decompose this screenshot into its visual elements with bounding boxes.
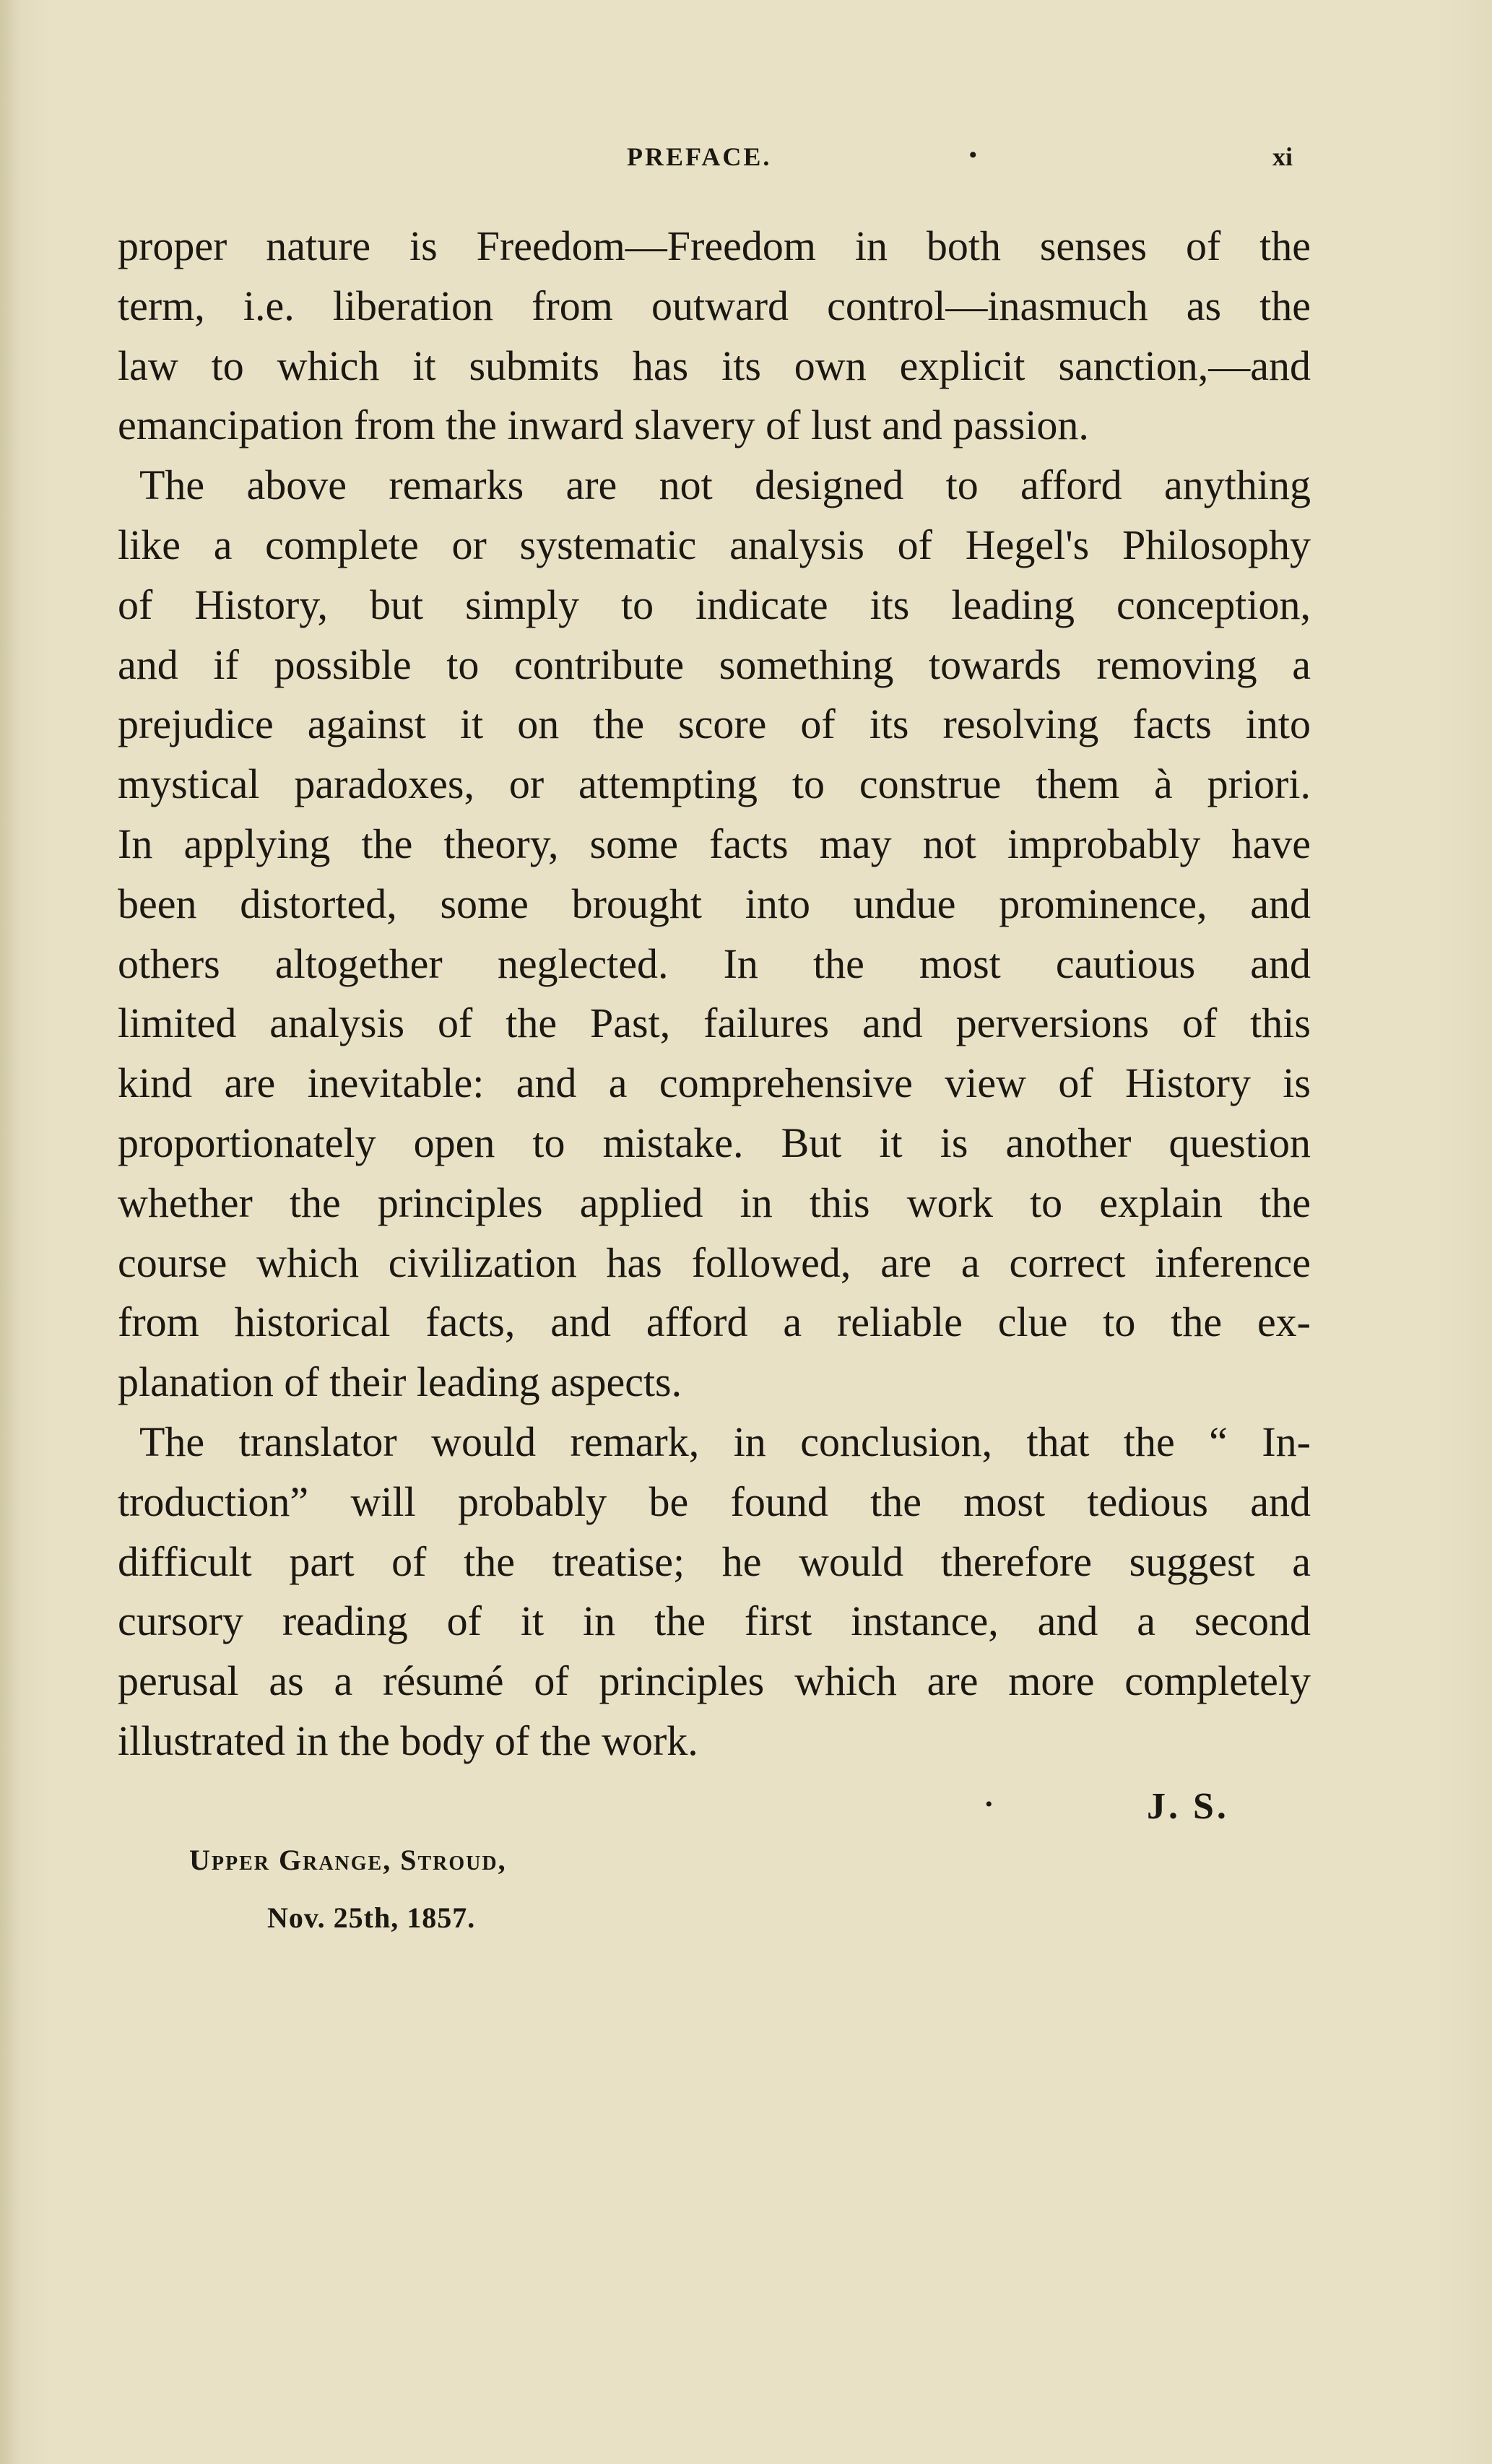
preface-body bbox=[118, 217, 1311, 1771]
text-line: cursory reading of it in the first instance, and a second bbox=[118, 1597, 1311, 1645]
text-line: of History, but simply to indicate its leading conception, bbox=[118, 581, 1311, 628]
text-line: perusal as a résumé of principles which are more completely bbox=[118, 1657, 1311, 1705]
text-line: kind are inevitable: and a comprehensive view of History is bbox=[118, 1059, 1311, 1107]
text-line: planation of their leading aspects. bbox=[118, 1358, 682, 1406]
page-number: xi bbox=[1272, 142, 1293, 171]
text-line: proper nature is Freedom—Freedom in both senses of the bbox=[118, 222, 1311, 269]
text-line: The translator would remark, in conclusion, that the “ In- bbox=[139, 1418, 1311, 1465]
text-line: emancipation from the inward slavery of lust and passion. bbox=[118, 402, 1089, 449]
text-line: In applying the theory, some facts may not improbably have bbox=[118, 820, 1311, 867]
running-head-title: PREFACE. bbox=[627, 142, 772, 171]
running-head bbox=[0, 142, 1492, 178]
text-line: like a complete or systematic analysis of Hegel's Philosophy bbox=[118, 521, 1311, 568]
text-line: illustrated in the body of the work. bbox=[118, 1717, 698, 1764]
place-line: Upper Grange, Stroud, bbox=[189, 1844, 507, 1876]
text-line: difficult part of the treatise; he would therefore suggest a bbox=[118, 1537, 1311, 1585]
text-line: and if possible to contribute something towards removing a bbox=[118, 641, 1311, 688]
text-line: been distorted, some brought into undue prominence, and bbox=[118, 880, 1311, 927]
text-line: mystical paradoxes, or attempting to construe them à priori. bbox=[118, 760, 1311, 808]
text-line: whether the principles applied in this work to explain the bbox=[118, 1179, 1311, 1226]
text-line: The above remarks are not designed to afford anything bbox=[139, 461, 1311, 509]
text-line: prejudice against it on the score of its resolving facts into bbox=[118, 700, 1311, 748]
date-line: Nov. 25th, 1857. bbox=[267, 1901, 476, 1934]
text-line: proportionately open to mistake. But it is another question bbox=[118, 1119, 1311, 1166]
signature-initials: J. S. bbox=[1147, 1786, 1229, 1827]
running-head-mark: • bbox=[969, 143, 977, 167]
text-line: law to which it submits has its own explicit sanction,—and bbox=[118, 342, 1311, 389]
text-line: term, i.e. liberation from outward control—inasmuch as the bbox=[118, 282, 1311, 329]
text-line: troduction” will probably be found the most tedious and bbox=[118, 1478, 1311, 1525]
text-line: others altogether neglected. In the most cautious and bbox=[118, 940, 1311, 987]
text-line: course which civilization has followed, are a correct inference bbox=[118, 1238, 1311, 1286]
text-line: from historical facts, and afford a reliable clue to the ex- bbox=[118, 1298, 1311, 1346]
signature-mark: • bbox=[985, 1792, 993, 1816]
text-line: limited analysis of the Past, failures and perversions of this bbox=[118, 999, 1311, 1047]
